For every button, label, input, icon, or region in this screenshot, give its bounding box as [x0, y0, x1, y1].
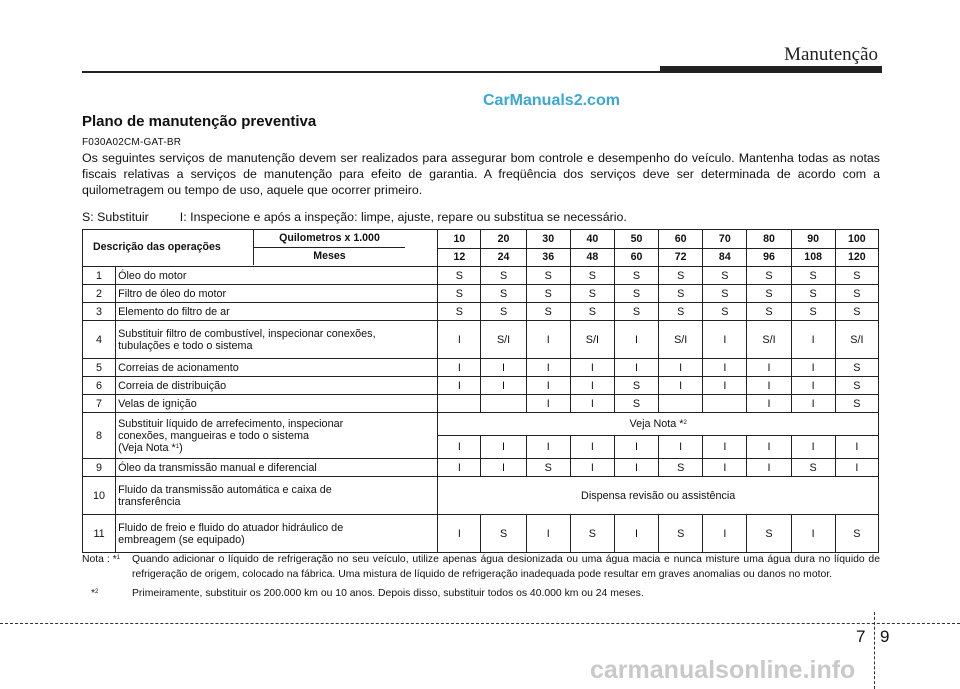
row-cell: S — [570, 303, 614, 321]
row-description-line: tubulações e todo o sistema — [118, 339, 253, 352]
row-number: 4 — [83, 321, 116, 359]
row-cell: I — [747, 377, 791, 395]
header-km-label: Quilometros x 1.000 — [253, 230, 405, 248]
row-cell: S — [526, 459, 570, 477]
row-span-text: Veja Nota * — [629, 418, 684, 430]
row-cell: I — [703, 436, 747, 459]
header-month-2: 24 — [481, 248, 526, 267]
note-2-text: Primeiramente, substituir os 200.000 km ou 10 anos. Depois disso, substituir todos os 40.000 km ou 24 meses. — [132, 588, 644, 599]
row-description — [116, 413, 438, 459]
row-cell: I — [614, 359, 658, 377]
row-cell: I — [614, 459, 658, 477]
row-cell: S/I — [570, 321, 614, 359]
section-code: F030A02CM-GAT-BR — [82, 137, 182, 148]
row-description: Óleo da transmissão manual e diferencial — [116, 459, 438, 477]
row-cell: S — [703, 285, 747, 303]
row-cell: I — [747, 359, 791, 377]
table-row — [83, 459, 879, 477]
table-row — [83, 285, 879, 303]
row-cell: I — [526, 436, 570, 459]
row-cell: S — [438, 303, 481, 321]
row-description-line: Substituir líquido de arrefecimento, inspecionar — [118, 417, 344, 430]
header-km-9: 90 — [791, 230, 835, 249]
row-cell: S — [747, 515, 791, 553]
row-description-line: Fluido de freio e fluido do atuador hidráulico de — [118, 521, 344, 534]
row-cell: I — [438, 515, 481, 553]
row-cell: S — [614, 377, 658, 395]
row-cell: I — [791, 321, 835, 359]
note-2-ref: 2 — [95, 589, 99, 595]
legend — [82, 210, 627, 224]
maintenance-table — [82, 229, 879, 553]
row-cell: S/I — [659, 321, 703, 359]
table-row — [83, 515, 879, 553]
row-cell: S — [791, 285, 835, 303]
row-cell: S — [614, 395, 658, 413]
row-cell: S — [659, 459, 703, 477]
row-cell: S — [481, 303, 526, 321]
page-chapter-number: 7 — [856, 627, 866, 646]
header-km-1: 10 — [438, 230, 481, 249]
note-1-text: Quando adicionar o líquido de refrigeração no seu veículo, utilize apenas água desionizada ou uma água macia e nunca misture uma água dura no líquido de refrigeração de origem, colocado na fábrica. Uma mistura de líquido de refrigeração inadequada pode resultar em graves anomalias ou danos no motor. — [132, 554, 880, 580]
header-km-2: 20 — [481, 230, 526, 249]
row-cell: I — [526, 359, 570, 377]
row-cell: I — [526, 321, 570, 359]
row-cell: I — [481, 436, 526, 459]
row-cell: I — [438, 321, 481, 359]
row-cell: S — [526, 285, 570, 303]
row-cell: S — [614, 267, 658, 285]
row-cell: S — [614, 303, 658, 321]
row-cell — [659, 395, 703, 413]
row-cell: I — [703, 359, 747, 377]
row-description — [116, 515, 438, 553]
header-month-1: 12 — [438, 248, 481, 267]
row-cell: I — [659, 436, 703, 459]
row-cell: I — [791, 436, 835, 459]
row-cell: S — [747, 267, 791, 285]
header-km-8: 80 — [747, 230, 791, 249]
table-row — [83, 321, 879, 359]
row-cell: S — [835, 267, 878, 285]
section-title: Plano de manutenção preventiva — [82, 113, 317, 130]
row-cell: I — [659, 359, 703, 377]
row-cell: S — [703, 267, 747, 285]
footer-dashed-divider — [874, 612, 875, 689]
row-number: 3 — [83, 303, 116, 321]
row-description: Velas de ignição — [116, 395, 438, 413]
row-cell — [703, 395, 747, 413]
row-cell: I — [481, 377, 526, 395]
row-cell: S — [835, 395, 878, 413]
header-km-5: 50 — [614, 230, 658, 249]
page-header-title: Manutenção — [784, 44, 878, 65]
row-cell: I — [438, 359, 481, 377]
row-cell: I — [703, 321, 747, 359]
row-description: Correias de acionamento — [116, 359, 438, 377]
header-description-text: Descrição das operações — [93, 241, 221, 253]
header-month-10: 120 — [835, 248, 878, 267]
row-cell: I — [526, 515, 570, 553]
header-month-6: 72 — [659, 248, 703, 267]
note-2-lead: * — [91, 588, 96, 599]
row-number: 5 — [83, 359, 116, 377]
table-row — [83, 477, 879, 515]
row-cell: I — [438, 436, 481, 459]
row-number: 9 — [83, 459, 116, 477]
row-cell: I — [570, 377, 614, 395]
header-km-6: 60 — [659, 230, 703, 249]
row-description: Óleo do motor — [116, 267, 438, 285]
row-cell: S — [438, 285, 481, 303]
row-description: Filtro de óleo do motor — [116, 285, 438, 303]
note-1-ref: 1 — [116, 555, 120, 561]
footer-dashed-rule — [0, 623, 960, 624]
row-span-note — [438, 413, 879, 436]
row-cell: I — [791, 377, 835, 395]
row-cell: I — [526, 377, 570, 395]
row-cell: S — [614, 285, 658, 303]
row-cell: I — [747, 436, 791, 459]
row-cell: S — [835, 285, 878, 303]
row-cell: I — [614, 436, 658, 459]
row-cell: I — [703, 515, 747, 553]
row-cell: S — [481, 285, 526, 303]
table-row — [83, 413, 879, 436]
row-cell: I — [570, 395, 614, 413]
watermark-top: CarManuals2.com — [483, 92, 620, 109]
row-cell: S — [570, 267, 614, 285]
header-rule-thick — [660, 66, 882, 72]
row-description-line: Fluido da transmissão automática e caixa de — [118, 483, 332, 496]
row-cell: S — [835, 359, 878, 377]
row-cell: I — [835, 436, 878, 459]
row-cell: S — [835, 515, 878, 553]
row-cell — [481, 395, 526, 413]
row-number: 6 — [83, 377, 116, 395]
row-cell: S — [791, 303, 835, 321]
row-cell: I — [791, 515, 835, 553]
watermark-bottom: carmanualsonline.info — [590, 656, 856, 684]
row-cell: I — [614, 321, 658, 359]
row-description-line: embreagem (se equipado) — [118, 533, 245, 546]
row-cell: S — [481, 267, 526, 285]
row-description-line — [118, 442, 435, 454]
row-cell: S — [659, 303, 703, 321]
row-cell: S — [481, 515, 526, 553]
row-cell: S — [570, 285, 614, 303]
intro-paragraph: Os seguintes serviços de manutenção devem ser realizados para assegurar bom controle e desempenho do veículo. Mantenha todas as notas fiscais relativas a serviços de manutenção para efeito de garantia. A freqüência dos serviços deve ser determinada de acordo com a quilometragem ou tempo de uso, aquele que ocorrer primeiro. — [82, 151, 880, 197]
row-cell: I — [438, 377, 481, 395]
row-description: Elemento do filtro de ar — [116, 303, 438, 321]
row-cell: S/I — [747, 321, 791, 359]
header-km-7: 70 — [703, 230, 747, 249]
table-row — [83, 303, 879, 321]
row-cell: S — [659, 285, 703, 303]
header-month-4: 48 — [570, 248, 614, 267]
row-cell: S — [570, 515, 614, 553]
row-description-line: conexões, mangueiras e todo o sistema — [118, 429, 309, 442]
note-1 — [82, 552, 880, 582]
row-cell: I — [703, 459, 747, 477]
row-cell: S — [438, 267, 481, 285]
row-cell: I — [835, 459, 878, 477]
table-row — [83, 359, 879, 377]
row-cell: I — [659, 377, 703, 395]
row-cell: I — [481, 359, 526, 377]
notes — [82, 552, 880, 601]
row-cell: S — [835, 377, 878, 395]
row-description: Correia de distribuição — [116, 377, 438, 395]
header-month-9: 108 — [791, 248, 835, 267]
row-cell: S — [747, 303, 791, 321]
row-cell: I — [481, 459, 526, 477]
row-cell: S — [791, 459, 835, 477]
row-cell: I — [747, 459, 791, 477]
header-months-label: Meses — [253, 248, 405, 265]
table-row — [83, 395, 879, 413]
row-cell: S — [791, 267, 835, 285]
header-km-10: 100 — [835, 230, 878, 249]
row-cell: I — [747, 395, 791, 413]
header-month-3: 36 — [526, 248, 570, 267]
note-lead: Nota : * — [82, 554, 117, 565]
row-cell: I — [438, 459, 481, 477]
row-note-close: ) — [179, 441, 183, 454]
header-month-7: 84 — [703, 248, 747, 267]
row-cell: I — [526, 395, 570, 413]
row-cell: I — [614, 515, 658, 553]
row-number: 7 — [83, 395, 116, 413]
row-cell — [438, 395, 481, 413]
row-note-text: (Veja Nota * — [118, 441, 176, 454]
row-cell: S — [659, 267, 703, 285]
row-description-line: transferência — [118, 495, 181, 508]
header-description — [83, 230, 438, 267]
header-month-5: 60 — [614, 248, 658, 267]
legend-inspecione: I: Inspecione e após a inspeção: limpe, ajuste, repare ou substitua se necessário. — [179, 210, 627, 224]
row-cell: S — [659, 515, 703, 553]
row-span-ref: 2 — [683, 420, 687, 426]
row-cell: I — [570, 436, 614, 459]
header-km-4: 40 — [570, 230, 614, 249]
header-km-3: 30 — [526, 230, 570, 249]
row-cell: I — [570, 459, 614, 477]
row-cell: I — [791, 395, 835, 413]
legend-substituir: S: Substituir — [82, 210, 149, 224]
row-cell: S/I — [835, 321, 878, 359]
row-description — [116, 477, 438, 515]
note-2 — [82, 586, 880, 601]
row-cell: S — [526, 267, 570, 285]
row-span-note: Dispensa revisão ou assistência — [438, 477, 879, 515]
table-row — [83, 377, 879, 395]
row-number: 10 — [83, 477, 116, 515]
row-number: 2 — [83, 285, 116, 303]
header-row-km — [83, 230, 879, 249]
row-number: 1 — [83, 267, 116, 285]
row-number: 11 — [83, 515, 116, 553]
row-cell: S — [835, 303, 878, 321]
header-month-8: 96 — [747, 248, 791, 267]
row-cell: S — [747, 285, 791, 303]
row-cell: S — [703, 303, 747, 321]
row-cell: I — [791, 359, 835, 377]
row-note-ref: 1 — [175, 443, 180, 450]
row-cell: S/I — [481, 321, 526, 359]
row-cell: I — [570, 359, 614, 377]
row-cell: S — [526, 303, 570, 321]
row-description-line: Substituir filtro de combustível, inspecionar conexões, — [118, 327, 376, 340]
row-number: 8 — [83, 413, 116, 459]
table-row — [83, 267, 879, 285]
page-number: 9 — [880, 627, 890, 646]
row-cell: I — [703, 377, 747, 395]
row-description — [116, 321, 438, 359]
